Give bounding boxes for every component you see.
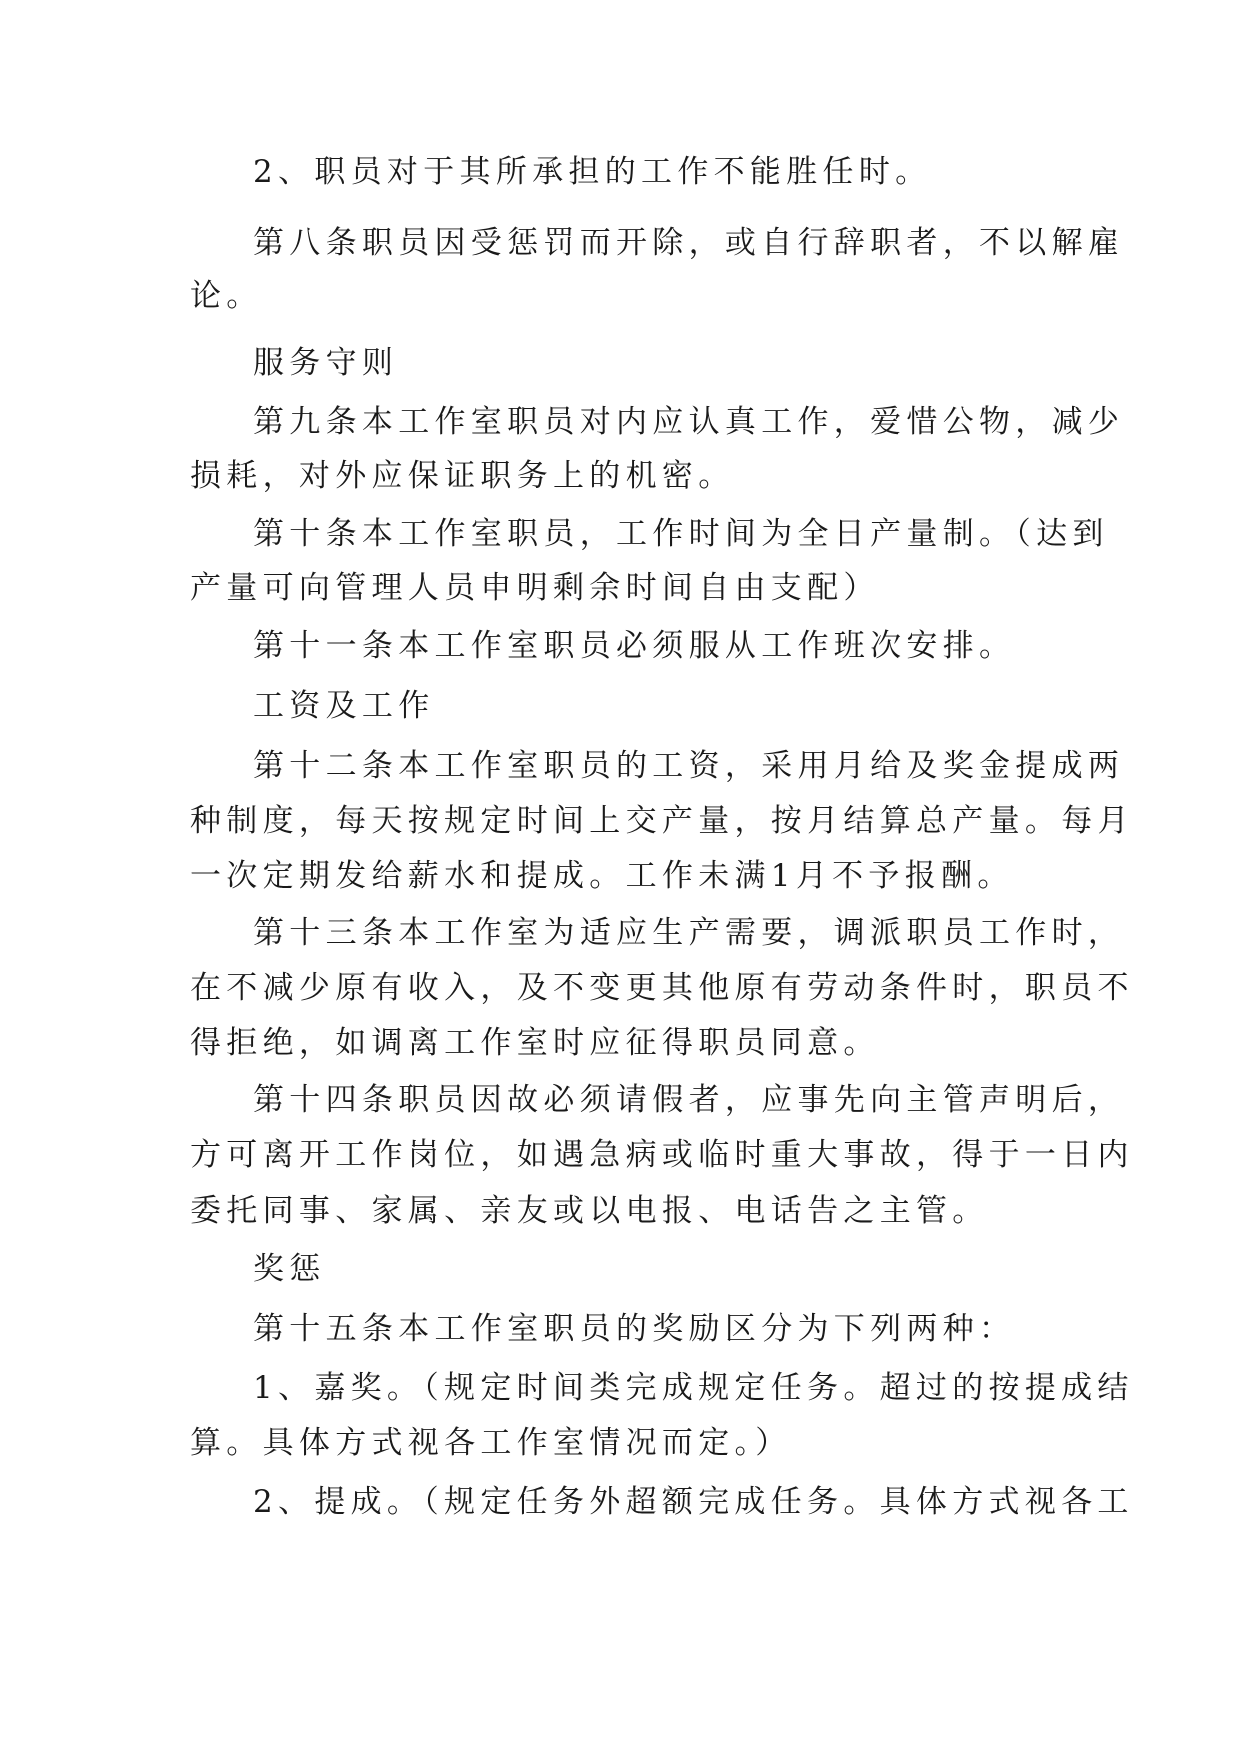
paragraph-line: 第十一条本工作室职员必须服从工作班次安排。 [253, 628, 1016, 664]
paragraph-line: 论。 [190, 278, 263, 314]
paragraph-line: 2、职员对于其所承担的工作不能胜任时。 [253, 154, 932, 190]
section-heading: 服务守则 [253, 345, 399, 381]
paragraph-line: 种制度，每天按规定时间上交产量，按月结算总产量。每月 [190, 803, 1134, 839]
paragraph-line: 得拒绝，如调离工作室时应征得职员同意。 [190, 1025, 880, 1061]
paragraph-line: 方可离开工作岗位，如遇急病或临时重大事故，得于一日内 [190, 1137, 1134, 1173]
section-heading: 奖惩 [253, 1251, 326, 1287]
paragraph-line: 损耗，对外应保证职务上的机密。 [190, 458, 735, 494]
paragraph-line: 委托同事、家属、亲友或以电报、电话告之主管。 [190, 1193, 989, 1229]
paragraph-line: 第十四条职员因故必须请假者，应事先向主管声明后， [253, 1082, 1125, 1118]
paragraph-line: 第九条本工作室职员对内应认真工作，爱惜公物，减少 [253, 404, 1125, 440]
paragraph-line: 2、提成。（规定任务外超额完成任务。具体方式视各工 [253, 1484, 1134, 1520]
paragraph-line: 在不减少原有收入，及不变更其他原有劳动条件时，职员不 [190, 970, 1134, 1006]
paragraph-line: 第十条本工作室职员，工作时间为全日产量制。（达到 [253, 516, 1109, 552]
paragraph-line: 算。具体方式视各工作室情况而定。） [190, 1425, 792, 1461]
paragraph-line: 第八条职员因受惩罚而开除，或自行辞职者，不以解雇 [253, 225, 1125, 261]
paragraph-line: 第十二条本工作室职员的工资，采用月给及奖金提成两 [253, 748, 1125, 784]
paragraph-line: 产量可向管理人员申明剩余时间自由支配） [190, 570, 880, 606]
paragraph-line: 一次定期发给薪水和提成。工作未满1月不予报酬。 [190, 858, 1014, 894]
paragraph-line: 1、嘉奖。（规定时间类完成规定任务。超过的按提成结 [253, 1370, 1134, 1406]
section-heading: 工资及工作 [253, 688, 435, 724]
paragraph-line: 第十三条本工作室为适应生产需要，调派职员工作时， [253, 915, 1125, 951]
paragraph-line: 第十五条本工作室职员的奖励区分为下列两种： [253, 1311, 1016, 1347]
